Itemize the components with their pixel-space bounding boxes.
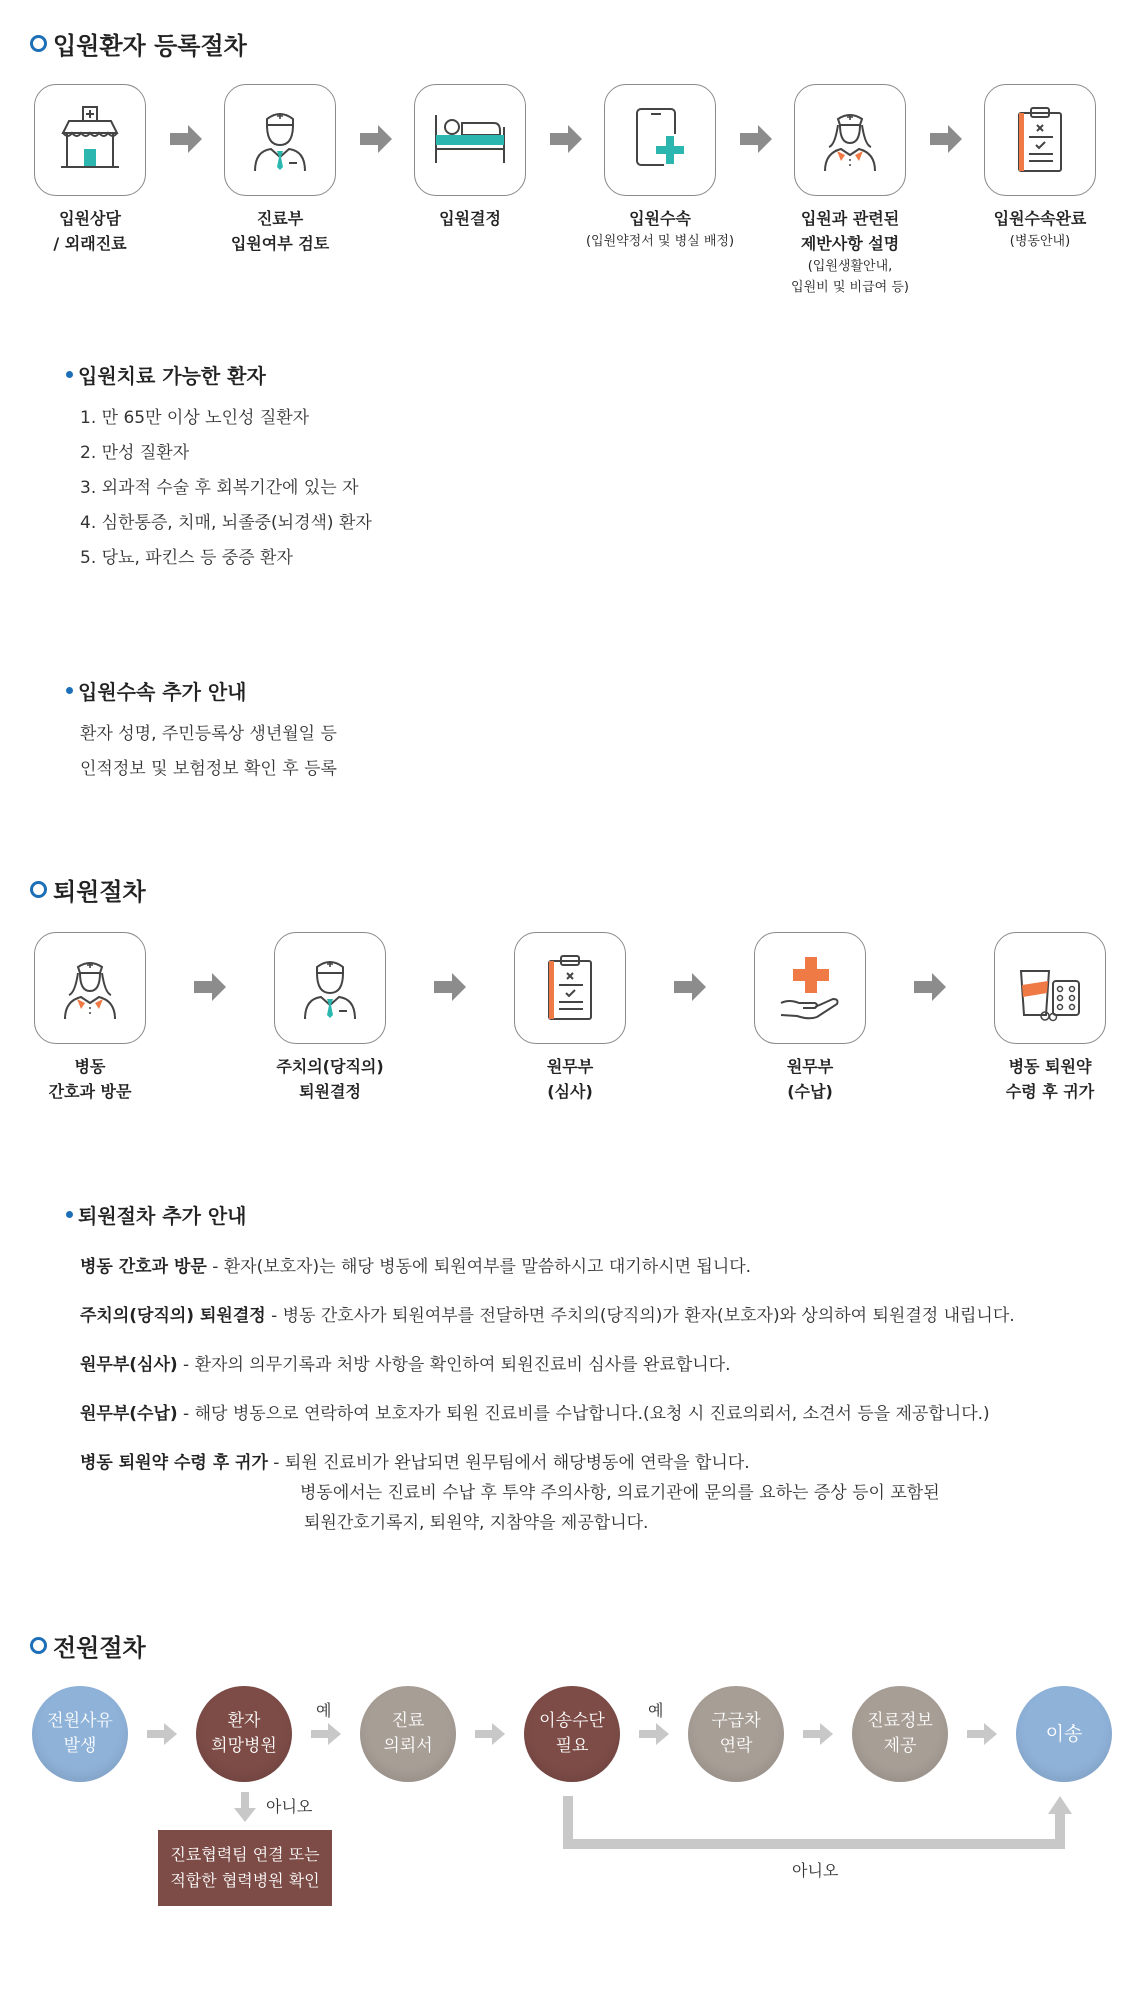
eligible-item: 3. 외과적 수술 후 회복기간에 있는 자 (80, 478, 359, 498)
admission-extra-title-text: 입원수속 추가 안내 (78, 680, 247, 704)
admission-extra-line: 환자 성명, 주민등록상 생년월일 등 (80, 724, 337, 744)
eligible-item: 5. 당뇨, 파킨스 등 중증 환자 (80, 548, 293, 568)
node-label: 전원사유 (47, 1711, 113, 1731)
discharge-extra-item (80, 1252, 751, 1277)
discharge-step-box (754, 932, 866, 1044)
admission-step-box (604, 84, 716, 196)
arrow-right-icon (967, 1723, 997, 1745)
admission-step-complete (950, 84, 1130, 252)
node-label: 환자 (227, 1711, 261, 1731)
eligible-title-text: 입원치료 가능한 환자 (78, 364, 266, 388)
discharge-step-box (514, 932, 626, 1044)
step-label: 입원결정 (439, 209, 501, 228)
step-label: 제반사항 설명 (800, 234, 900, 253)
admission-step-consult (0, 84, 180, 256)
node-label: 구급차 (711, 1711, 761, 1731)
discharge-extra-desc: - 퇴원 진료비가 완납되면 원무팀에서 해당병동에 연락을 합니다. (267, 1453, 750, 1473)
discharge-extra-desc: - 병동 간호사가 퇴원여부를 전달하면 주치의(당직의)가 환자(보호자)와 상의하여 퇴원결정 내립니다. (265, 1306, 1015, 1326)
step-sub-label: (입원약정서 및 병실 배정) (585, 234, 735, 249)
section-ring-icon (30, 35, 47, 52)
admission-step-box (984, 84, 1096, 196)
section-ring-icon (30, 1637, 47, 1654)
bullet-dot-icon (66, 371, 73, 378)
discharge-step-box (994, 932, 1106, 1044)
admission-step-decision (380, 84, 560, 231)
clipboard-icon (1005, 105, 1075, 175)
arrow-right-icon (147, 1723, 177, 1745)
discharge-step-box (34, 932, 146, 1044)
step-label: 병동 퇴원약 (1008, 1057, 1092, 1076)
eligible-item: 2. 만성 질환자 (80, 443, 190, 463)
discharge-extra-item (80, 1448, 750, 1473)
cooperation-team-box (158, 1830, 332, 1906)
discharge-extra-term: 원무부(심사) (80, 1355, 178, 1375)
step-label: 원무부 (546, 1057, 594, 1076)
nurse-icon (55, 953, 125, 1023)
discharge-step-doctor (240, 932, 420, 1104)
node-label: 진료 (391, 1711, 425, 1731)
step-label: (수납) (787, 1082, 833, 1101)
discharge-section-title (30, 872, 146, 907)
node-label: 연락 (719, 1736, 753, 1756)
step-label: / 외래진료 (53, 234, 127, 253)
arrow-right-icon (434, 973, 466, 1001)
transfer-node-referral (360, 1686, 456, 1782)
arrow-right-icon (914, 973, 946, 1001)
node-label: 진료정보 (867, 1711, 933, 1731)
arrow-right-icon (803, 1723, 833, 1745)
eligible-item: 4. 심한통증, 치매, 뇌졸중(뇌경색) 환자 (80, 513, 372, 533)
admission-step-box (34, 84, 146, 196)
tablet-cross-icon (625, 105, 695, 175)
discharge-extra-desc: - 환자(보호자)는 해당 병동에 퇴원여부를 말씀하시고 대기하시면 됩니다. (206, 1257, 752, 1277)
discharge-step-nurse (0, 932, 180, 1104)
admission-title-text: 입원환자 등록절차 (53, 32, 247, 60)
step-label: 퇴원결정 (299, 1082, 361, 1101)
discharge-extra-term: 주치의(당직의) 퇴원결정 (80, 1306, 266, 1326)
step-label: 입원수속 (629, 209, 691, 228)
transfer-node-cause (32, 1686, 128, 1782)
transfer-title-text: 전원절차 (53, 1634, 146, 1662)
step-label: 입원여부 검토 (230, 234, 330, 253)
admission-extra-title (66, 676, 247, 705)
doctor-icon (245, 105, 315, 175)
step-label: 병동 (74, 1057, 106, 1076)
clipboard-icon (535, 953, 605, 1023)
discharge-title-text: 퇴원절차 (53, 878, 146, 906)
step-label: (심사) (547, 1082, 593, 1101)
step-label: 입원상담 (59, 209, 121, 228)
bypass-connector (560, 1794, 1080, 1854)
discharge-extra-item (80, 1350, 731, 1375)
discharge-step-review (480, 932, 660, 1104)
step-label: 진료부 (256, 209, 304, 228)
nurse-icon (815, 105, 885, 175)
step-sub-label: 입원비 및 비급여 등) (791, 280, 909, 295)
medicine-icon (1015, 953, 1085, 1023)
discharge-extra-title-text: 퇴원절차 추가 안내 (78, 1204, 247, 1228)
arrow-right-icon (674, 973, 706, 1001)
doctor-icon (295, 953, 365, 1023)
discharge-extra-item (80, 1399, 990, 1424)
transfer-node-info (852, 1686, 948, 1782)
admission-step-box (794, 84, 906, 196)
box-label: 적합한 협력병원 확인 (170, 1871, 320, 1890)
arrow-down-icon (234, 1792, 256, 1822)
discharge-step-payment (720, 932, 900, 1104)
no-label: 아니오 (792, 1861, 839, 1880)
transfer-node-preferred-hospital (196, 1686, 292, 1782)
node-label: 이송수단 (539, 1711, 605, 1731)
bed-icon (432, 105, 508, 175)
arrow-right-icon (194, 973, 226, 1001)
discharge-extra-item (80, 1301, 1015, 1326)
eligible-item: 1. 만 65만 이상 노인성 질환자 (80, 408, 310, 428)
transfer-node-transport-needed (524, 1686, 620, 1782)
admission-step-box (414, 84, 526, 196)
box-label: 진료협력팀 연결 또는 (170, 1845, 320, 1864)
transfer-node-transfer (1016, 1686, 1112, 1782)
transfer-section-title (30, 1628, 146, 1663)
step-label: 주치의(당직의) (276, 1057, 384, 1076)
admission-step-review (190, 84, 370, 256)
bullet-dot-icon (66, 1211, 73, 1218)
discharge-extra-cont: 병동에서는 진료비 수납 후 투약 주의사항, 의료기관에 문의를 요하는 증상 등이 포함된 (300, 1483, 940, 1503)
admission-extra-line: 인적정보 및 보험정보 확인 후 등록 (80, 759, 337, 779)
step-label: 간호과 방문 (48, 1082, 132, 1101)
node-label: 이송 (1045, 1722, 1083, 1745)
step-label: 입원과 관련된 (800, 209, 900, 228)
node-label: 제공 (883, 1736, 917, 1756)
arrow-right-icon (475, 1723, 505, 1745)
step-label: 수령 후 귀가 (1005, 1082, 1095, 1101)
discharge-extra-term: 원무부(수납) (80, 1404, 178, 1424)
step-sub-label: (병동안내) (1009, 234, 1071, 249)
node-label: 의뢰서 (383, 1736, 433, 1756)
discharge-extra-term: 병동 간호과 방문 (80, 1257, 207, 1277)
node-label: 희망병원 (211, 1736, 277, 1756)
arrow-right-icon (639, 1723, 669, 1745)
step-label: 원무부 (786, 1057, 834, 1076)
node-label: 발생 (63, 1736, 97, 1756)
node-label: 필요 (555, 1736, 589, 1756)
admission-step-explain (760, 84, 940, 298)
admission-step-procedure (570, 84, 750, 252)
step-label: 입원수속완료 (993, 209, 1087, 228)
discharge-extra-desc: - 환자의 의무기록과 처방 사항을 확인하여 퇴원진료비 심사를 완료합니다. (177, 1355, 731, 1375)
section-ring-icon (30, 881, 47, 898)
discharge-step-medicine (960, 932, 1140, 1104)
bullet-dot-icon (66, 687, 73, 694)
discharge-extra-desc: - 해당 병동으로 연락하여 보호자가 퇴원 진료비를 수납합니다.(요청 시 진료의뢰서, 소견서 등을 제공합니다.) (177, 1404, 990, 1424)
transfer-node-ambulance (688, 1686, 784, 1782)
arrow-right-icon (311, 1723, 341, 1745)
step-sub-label: (입원생활안내, (807, 259, 893, 274)
eligible-title (66, 360, 266, 389)
admission-section-title (30, 26, 247, 61)
discharge-extra-cont: 퇴원간호기록지, 퇴원약, 지참약을 제공합니다. (304, 1513, 649, 1533)
admission-step-box (224, 84, 336, 196)
hospital-icon (55, 105, 125, 175)
discharge-extra-term: 병동 퇴원약 수령 후 귀가 (80, 1453, 268, 1473)
hand-cross-icon (775, 953, 845, 1023)
discharge-extra-title (66, 1200, 247, 1229)
yes-label: 예 (316, 1701, 332, 1720)
no-label: 아니오 (266, 1797, 313, 1816)
yes-label: 예 (648, 1701, 664, 1720)
discharge-step-box (274, 932, 386, 1044)
